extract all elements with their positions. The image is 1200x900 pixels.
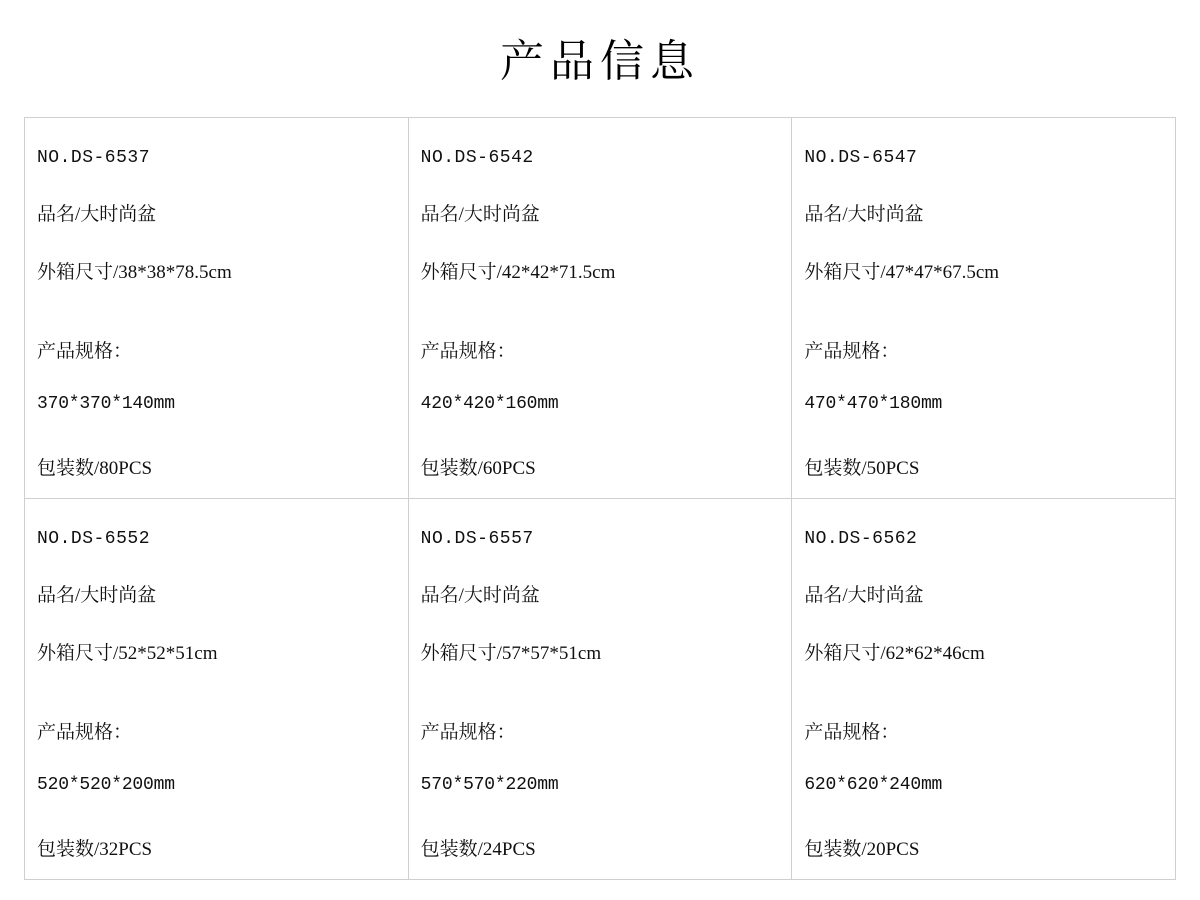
product-spec-value: 420*420*160mm bbox=[420, 394, 559, 415]
product-cell bbox=[792, 118, 1176, 499]
product-cell bbox=[409, 499, 793, 880]
product-spec bbox=[421, 313, 780, 442]
product-spec-label: 产品规格： bbox=[37, 341, 133, 363]
product-spec bbox=[37, 313, 396, 442]
product-spec-label: 产品规格： bbox=[804, 722, 900, 744]
product-number: NO.DS-6562 bbox=[804, 528, 918, 549]
product-number: NO.DS-6557 bbox=[420, 528, 534, 549]
product-name: 品名/大时尚盆 bbox=[37, 204, 157, 226]
product-grid-row-2 bbox=[25, 499, 1176, 880]
product-name: 品名/大时尚盆 bbox=[420, 585, 540, 607]
product-spec bbox=[804, 694, 1163, 823]
product-pack-qty: 包装数/50PCS bbox=[804, 458, 920, 480]
product-carton-size: 外箱尺寸/38*38*78.5cm bbox=[37, 261, 232, 283]
product-pack-qty: 包装数/20PCS bbox=[804, 839, 920, 861]
product-carton-size: 外箱尺寸/62*62*46cm bbox=[804, 642, 985, 664]
product-name: 品名/大时尚盆 bbox=[804, 585, 924, 607]
product-spec-label: 产品规格： bbox=[420, 722, 516, 744]
product-pack-qty: 包装数/24PCS bbox=[420, 839, 536, 861]
product-spec-value: 520*520*200mm bbox=[37, 775, 175, 796]
product-number: NO.DS-6547 bbox=[804, 147, 918, 168]
product-pack-qty: 包装数/60PCS bbox=[420, 458, 536, 480]
product-carton-size: 外箱尺寸/42*42*71.5cm bbox=[420, 261, 616, 283]
product-spec-label: 产品规格： bbox=[420, 341, 516, 363]
product-cell bbox=[792, 499, 1176, 880]
product-spec-value: 570*570*220mm bbox=[420, 775, 559, 796]
product-number: NO.DS-6537 bbox=[37, 147, 151, 168]
product-table bbox=[24, 117, 1176, 880]
product-spec-value: 620*620*240mm bbox=[804, 775, 943, 796]
product-carton-size: 外箱尺寸/47*47*67.5cm bbox=[804, 261, 1000, 283]
product-spec bbox=[37, 694, 396, 823]
product-spec-value: 470*470*180mm bbox=[804, 394, 943, 415]
page-title: 产品信息 bbox=[500, 37, 700, 86]
product-spec bbox=[804, 313, 1163, 442]
product-spec bbox=[421, 694, 780, 823]
product-name: 品名/大时尚盆 bbox=[420, 204, 540, 226]
product-number: NO.DS-6542 bbox=[420, 147, 534, 168]
product-name: 品名/大时尚盆 bbox=[804, 204, 924, 226]
product-number: NO.DS-6552 bbox=[37, 528, 151, 549]
product-grid-row-1 bbox=[25, 118, 1176, 499]
product-cell bbox=[409, 118, 793, 499]
product-pack-qty: 包装数/80PCS bbox=[37, 458, 153, 480]
product-pack-qty: 包装数/32PCS bbox=[37, 839, 153, 861]
product-cell bbox=[25, 499, 409, 880]
product-spec-label: 产品规格： bbox=[37, 722, 133, 744]
product-carton-size: 外箱尺寸/52*52*51cm bbox=[37, 642, 218, 664]
product-spec-label: 产品规格： bbox=[804, 341, 900, 363]
product-spec-value: 370*370*140mm bbox=[37, 394, 175, 415]
product-cell bbox=[25, 118, 409, 499]
product-name: 品名/大时尚盆 bbox=[37, 585, 157, 607]
product-carton-size: 外箱尺寸/57*57*51cm bbox=[420, 642, 602, 664]
